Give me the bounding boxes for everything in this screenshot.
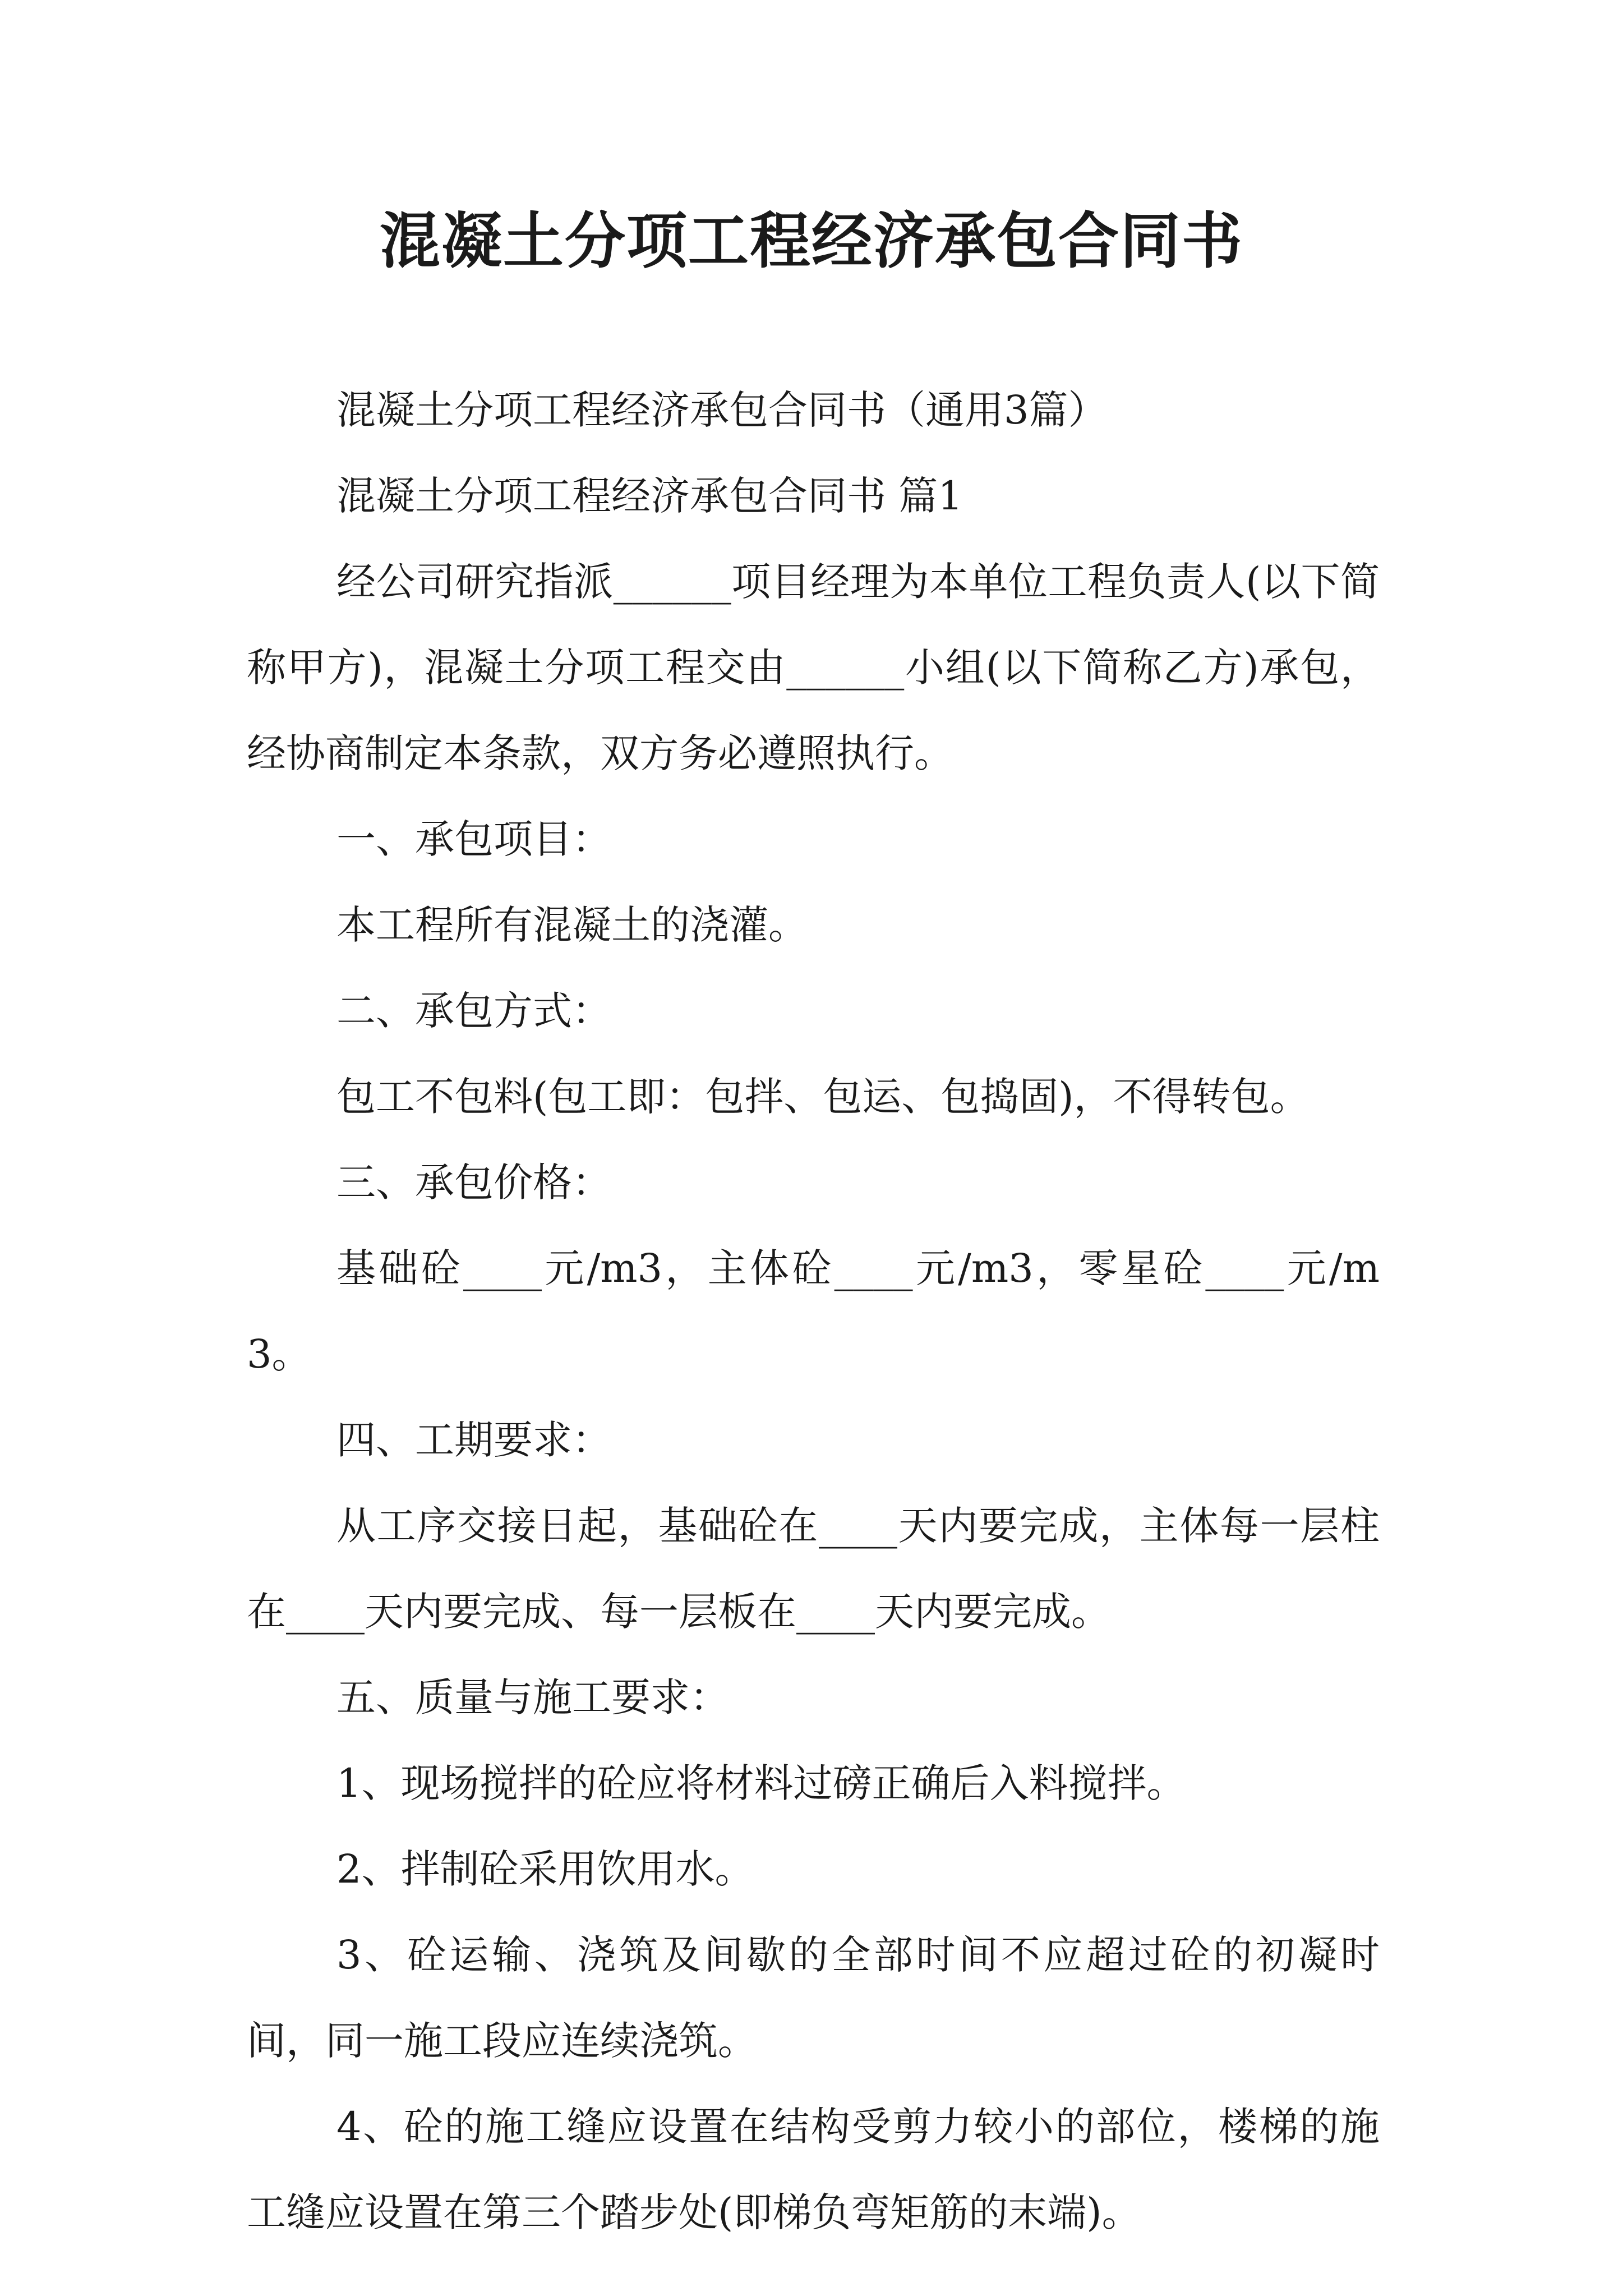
document-title: 混凝土分项工程经济承包合同书 <box>379 206 1243 277</box>
clause-text-1: 本工程所有混凝土的浇灌。 <box>336 902 808 948</box>
clause-text-4: 从工序交接日起，基础砼在____天内要完成，主体每一层柱在____天内要完成、每一层板在____天内要完成。 <box>247 1503 1380 1635</box>
quality-item-1: 1、现场搅拌的砼应将材料过磅正确后入料搅拌。 <box>336 1760 1186 1806</box>
quality-item-4: 4、砼的施工缝应设置在结构受剪力较小的部位，楼梯的施工缝应设置在第三个踏步处(即梯负弯矩筋的末端)。 <box>247 2104 1380 2235</box>
clause-heading-4: 四、工期要求： <box>336 1417 611 1463</box>
intro-paragraph: 经公司研究指派______项目经理为本单位工程负责人(以下简称甲方)，混凝土分项工程交由______小组(以下简称乙方)承包，经协商制定本条款，双方务必遵照执行。 <box>247 559 1380 776</box>
clause-heading-5: 五、质量与施工要求： <box>336 1674 729 1720</box>
clause-heading-3: 三、承包价格： <box>336 1159 611 1205</box>
section-heading-part-1: 混凝土分项工程经济承包合同书 篇1 <box>336 473 963 519</box>
clause-text-3: 基础砼____元/m3，主体砼____元/m3，零星砼____元/m3。 <box>247 1245 1380 1377</box>
clause-heading-1: 一、承包项目： <box>336 816 611 862</box>
clause-text-2: 包工不包料(包工即：包拌、包运、包捣固)，不得转包。 <box>336 1074 1310 1120</box>
document-body <box>247 367 1380 2256</box>
quality-item-2: 2、拌制砼采用饮用水。 <box>336 1846 754 1892</box>
clause-heading-2: 二、承包方式： <box>336 988 611 1034</box>
subtitle-line: 混凝土分项工程经济承包合同书（通用3篇） <box>336 387 1108 433</box>
quality-item-3: 3、砼运输、浇筑及间歇的全部时间不应超过砼的初凝时间，同一施工段应连续浇筑。 <box>247 1932 1380 2064</box>
